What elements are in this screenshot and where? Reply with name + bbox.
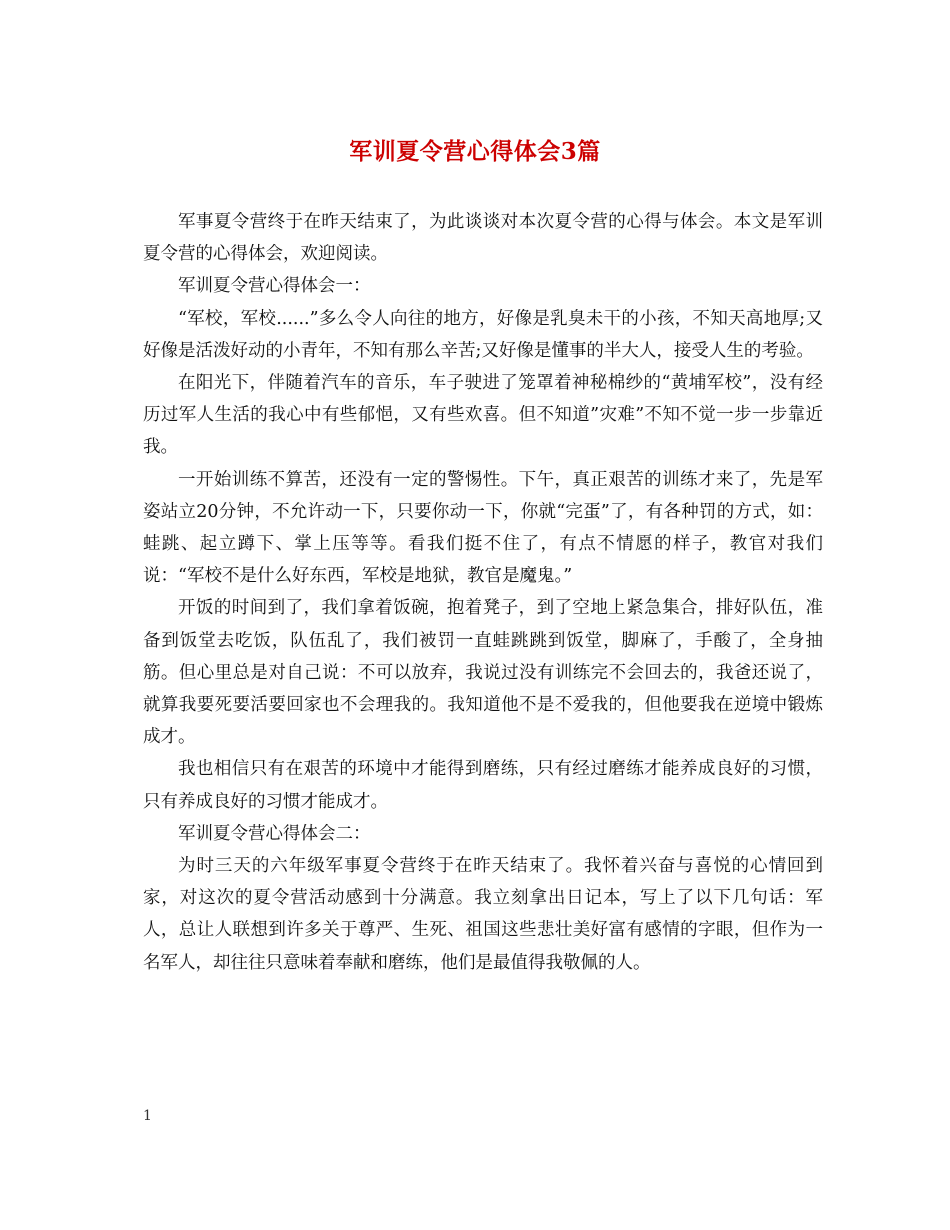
- document-title: 军训夏令营心得体会3篇: [349, 138, 601, 165]
- section-heading-two: 军训夏令营心得体会二：: [178, 823, 371, 844]
- paragraph: 我也相信只有在艰苦的环境中才能得到磨练，只有经过磨练才能养成良好的习惯，只有养成良好的习惯才能成才。: [143, 759, 823, 812]
- section-heading-one: 军训夏令营心得体会一：: [178, 276, 371, 297]
- paragraph-intro: 军事夏令营终于在昨天结束了，为此谈谈对本次夏令营的心得与体会。本文是军训夏令营的心得体会，欢迎阅读。: [143, 212, 823, 265]
- page-number: 1: [143, 1108, 152, 1124]
- paragraph: 在阳光下，伴随着汽车的音乐，车子驶进了笼罩着神秘棉纱的“黄埔军校”，没有经历过军人生活的我心中有些郁悒，又有些欢喜。但不知道”灾难”不知不觉一步一步靠近我。: [143, 373, 823, 458]
- paragraph: 开饭的时间到了，我们拿着饭碗，抱着凳子，到了空地上紧急集合，排好队伍，准备到饭堂去吃饭，队伍乱了，我们被罚一直蛙跳跳到饭堂，脚麻了，手酸了，全身抽筋。但心里总是对自己说：不可以放弃，我说过没有训练完不会回去的，我爸还说了，就算我要死要活要回家也不会理我的。我知道他不是不爱我的，但他要我在逆境中锻炼成才。: [143, 598, 823, 748]
- paragraph: 为时三天的六年级军事夏令营终于在昨天结束了。我怀着兴奋与喜悦的心情回到家，对这次的夏令营活动感到十分满意。我立刻拿出日记本，写上了以下几句话：军人，总让人联想到许多关于尊严、生死、祖国这些悲壮美好富有感情的字眼，但作为一名军人，却往往只意味着奉献和磨练，他们是最值得我敬佩的人。: [143, 856, 823, 973]
- paragraph: 一开始训练不算苦，还没有一定的警惕性。下午，真正艰苦的训练才来了，先是军姿站立20分钟，不允许动一下，只要你动一下，你就“完蛋”了，有各种罚的方式，如：蛙跳、起立蹲下、掌上压等等。看我们挺不住了，有点不情愿的样子，教官对我们说：“军校不是什么好东西，军校是地狱，教官是魔鬼。”: [143, 469, 823, 587]
- document-body: [143, 206, 823, 979]
- paragraph: “军校，军校......”多么令人向往的地方，好像是乳臭未干的小孩，不知天高地厚;又好像是活泼好动的小青年，不知有那么辛苦;又好像是懂事的半大人，接受人生的考验。: [143, 308, 823, 361]
